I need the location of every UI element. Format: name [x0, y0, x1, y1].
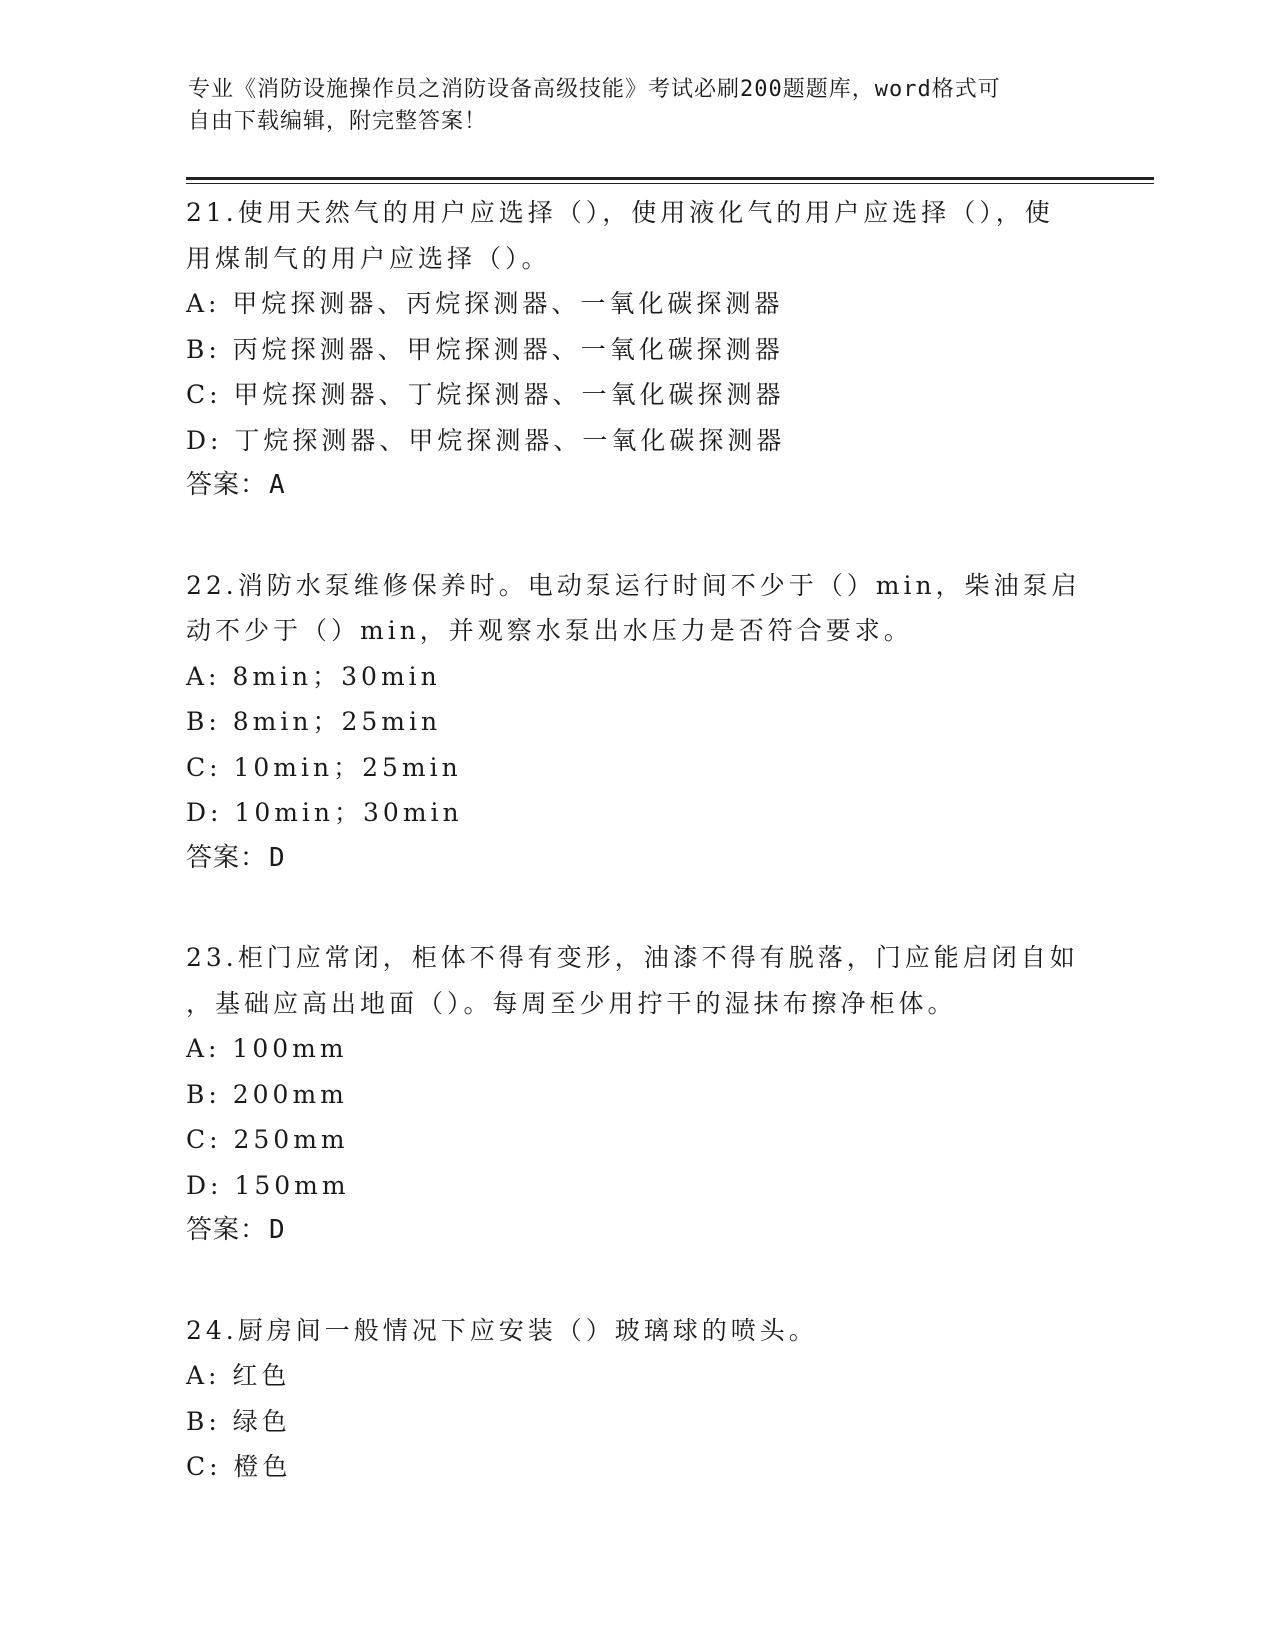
- header-line: 自由下载编辑，附完整答案！: [188, 109, 488, 134]
- option-a: A: 100mm: [186, 1034, 348, 1063]
- header-line: 专业《消防设施操作员之消防设备高级技能》考试必刷200题题库，word格式可: [188, 77, 1001, 102]
- option-b: B: 丙烷探测器、甲烷探测器、一氧化碳探测器: [186, 334, 784, 364]
- option-b: B: 200mm: [186, 1079, 348, 1109]
- option-c: C: 10min；25min: [186, 752, 462, 782]
- question-text: 21.使用天然气的用户应选择（），使用液化气的用户应选择（），使: [186, 198, 1054, 227]
- option-a: A: 红色: [186, 1361, 291, 1390]
- option-c: C: 甲烷探测器、丁烷探测器、一氧化碳探测器: [186, 380, 785, 409]
- option-a: A: 8min；30min: [186, 661, 441, 691]
- option-d: D: 丁烷探测器、甲烷探测器、一氧化碳探测器: [186, 425, 786, 455]
- question-text: 23.柜门应常闭，柜体不得有变形，油漆不得有脱落，门应能启闭自如: [186, 943, 1079, 972]
- question-21: [186, 190, 1086, 509]
- answer-line: [186, 463, 1086, 509]
- option-d: D: 150mm: [186, 1170, 350, 1200]
- option-b: B: 绿色: [186, 1406, 291, 1436]
- option-b: B: 8min；25min: [186, 707, 442, 736]
- header-divider-thin: [186, 183, 1154, 184]
- answer-label: 答案：: [186, 842, 268, 873]
- option-c: C: 橙色: [186, 1452, 292, 1481]
- answer-value: D: [269, 1215, 286, 1245]
- question-24: [186, 1308, 1086, 1490]
- question-list: [186, 190, 1086, 1544]
- question-text: 24.厨房间一般情况下应安装（）玻璃球的喷头。: [186, 1315, 818, 1345]
- answer-label: 答案：: [186, 470, 268, 500]
- answer-line: [186, 1208, 1086, 1254]
- option-a: A: 甲烷探测器、丙烷探测器、一氧化碳探测器: [186, 289, 784, 318]
- header-divider-thick: [186, 177, 1154, 180]
- answer-label: 答案：: [186, 1215, 268, 1245]
- question-text: 动不少于（）min，并观察水泵出水压力是否符合要求。: [186, 616, 913, 645]
- answer-line: [186, 836, 1086, 882]
- answer-value: A: [269, 470, 286, 500]
- answer-value: D: [269, 842, 286, 873]
- question-text: ，基础应高出地面（）。每周至少用拧干的湿抹布擦净柜体。: [186, 988, 957, 1018]
- question-text: 22.消防水泵维修保养时。电动泵运行时间不少于（）min，柴油泵启: [186, 570, 1081, 600]
- question-22: [186, 563, 1086, 882]
- document-header: [188, 74, 1068, 138]
- question-23: [186, 935, 1086, 1254]
- option-c: C: 250mm: [186, 1125, 349, 1154]
- question-text: 用煤制气的用户应选择（）。: [186, 243, 551, 273]
- option-d: D: 10min；30min: [186, 798, 463, 827]
